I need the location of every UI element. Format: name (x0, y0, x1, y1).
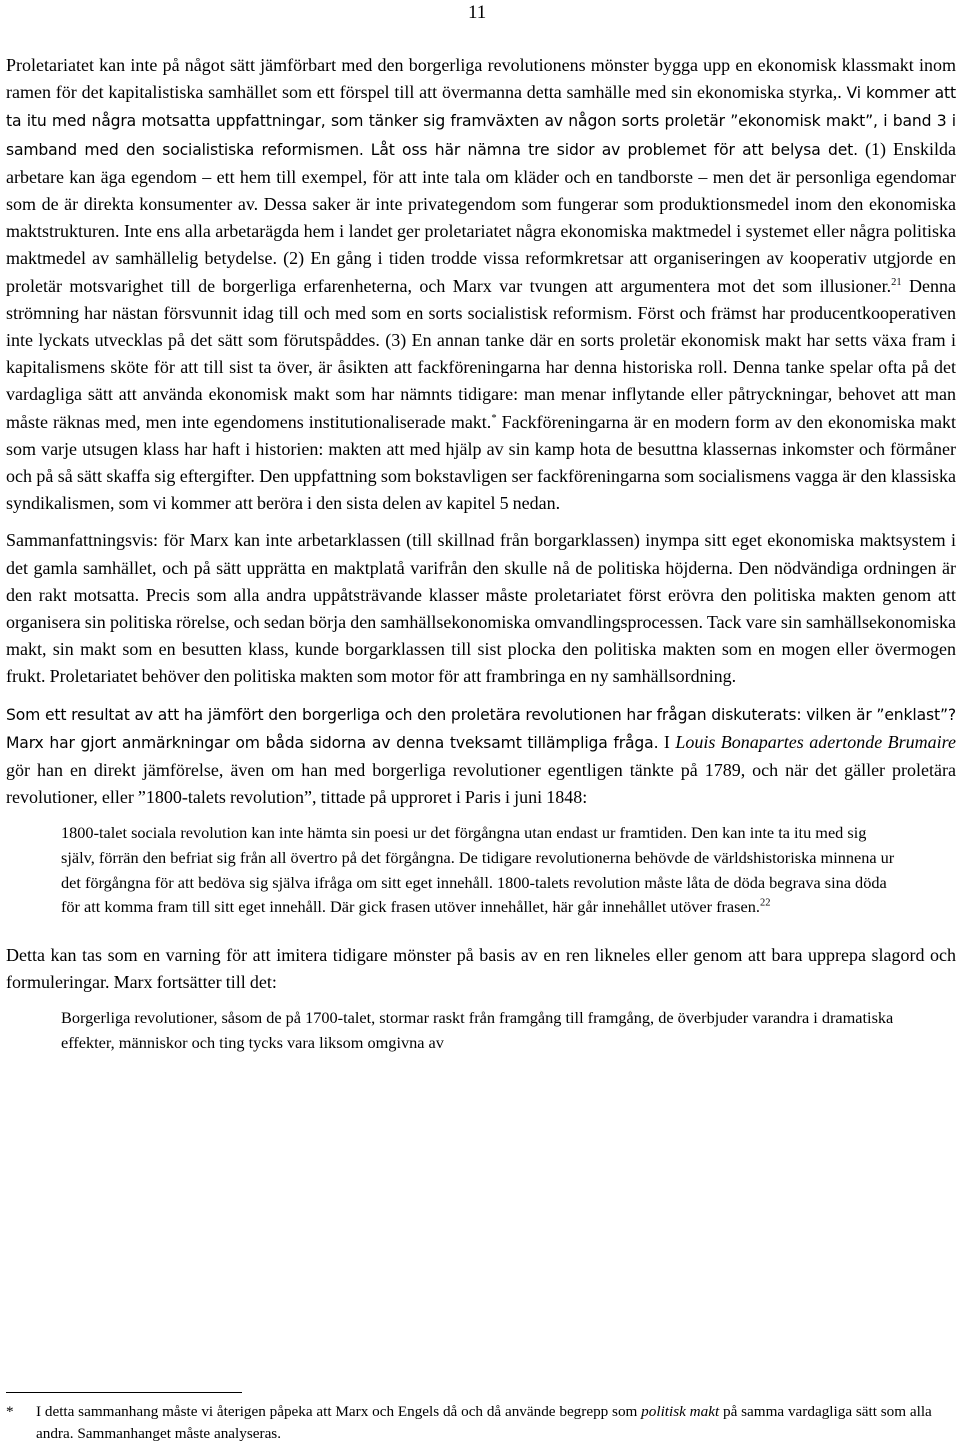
body-text (6, 52, 956, 1055)
footnote-term: politisk makt (641, 1403, 720, 1420)
footnote-mark: * (6, 1403, 14, 1420)
book-title: Louis Bonapartes adertonde Brumaire (675, 731, 957, 752)
paragraph-3 (6, 701, 956, 812)
paragraph-1 (6, 52, 956, 517)
p1-sentence-1: Proletariatet kan inte på något sätt jämförbart med den borgerliga revolutionens mönster bygga upp en ekonomisk klassmakt inom ramen för det kapitalistiska samhället som ett förspel till att övermanna detta samhälle med sin ekonomiska styrka,. (6, 55, 956, 103)
p3-part-a: Som ett resultat av att ha jämfört den borgerliga och den proletära revolutionen har frågan diskuterats: vilken är ”enklast”? Marx har gjort anmärkningar om båda sidorna av denna tveksamt tillämpliga fråga. (6, 705, 956, 752)
p1-sentence-5: Denna strömning har nästan försvunnit idag till och med som en sorts socialistisk reformism. Först och främst har producentkooperativen inte lyckats utvecklas på det sätt som förutspåddes. (3) En annan tanke där en sorts proletär ekonomisk makt har setts växa fram i kapitalismens sköte för att till sist ta över, är åsikten att fackföreningarna har denna historiska roll. Denna tanke spelar ofta på det vardagliga sätt att använda ekonomisk makt som har nämnts tidigare: man menar inflytande eller påtryckningar, behovet att man måste räknas med, men inte egendomens institutionaliserade makt. (6, 275, 956, 432)
paragraph-4: Detta kan tas som en varning för att imitera tidigare mönster på basis av en ren likneles eller genom att bara upprepa slagord och formuleringar. Marx fortsätter till det: (6, 944, 956, 993)
p1-sentence-3: Låt oss här nämna tre sidor av problemet för att belysa det. (370, 140, 858, 159)
footnote-divider (6, 1392, 242, 1393)
footnote-ref-21[interactable]: 21 (891, 276, 902, 288)
quote-1-text: 1800-talet sociala revolution kan inte hämta sin poesi ur det förgångna utan endast ur framtiden. Den kan inte ta itu med sig själv, förrän den befriat sig från all övertro på det förgångna. De tidigare revolutionerna behövde de världshistoriska minnena ur det förgångna för att bedöva sig själva ifråga om sitt eget innehåll. 1800-talets revolution måste låta de döda begrava sina döda för att komma fram till sitt eget innehåll. Där gick frasen utöver innehållet, här går innehållet utöver frasen. (61, 823, 895, 917)
footnote-text-a: I detta sammanhang måste vi återigen påpeka att Marx och Engels då och då använde begrepp som (36, 1403, 638, 1420)
page-number: 11 (468, 2, 487, 23)
p1-sentence-4: (1) Enskilda arbetare kan äga egendom – ett hem till exempel, för att inte tala om kläder och en tandborste – men det är personliga egendomar som de är direkta konsumenter av. Dessa saker är inte privategendom som fungerar som produktionsmedel inom den ekonomiska maktstrukturen. Inte ens alla arbetarägda hem i landet ger proletariatet några ekonomiska maktmedel i systemet eller några politiska maktmedel av samhällelig betydelse. (2) En gång i tiden trodde vissa reformkretsar att organiseringen av kooperativ utgjorde en proletär motsvarighet till de borgerliga erfarenheterna, och Marx var tvungen att argumentera mot det som illusioner. (6, 138, 956, 296)
footnote-ref-star[interactable]: * (491, 412, 497, 424)
p3-part-c: gör han en direkt jämförelse, även om han med borgerliga revolutioner egentligen tänkte på 1789, och när det gäller proletära revolutioner, eller ”1800-talets revolution”, tittade på upproret i Paris i juni 1848: (6, 760, 956, 808)
footnote-text-b: på samma vardagliga sätt som alla andra. Sammanhanget måste analyseras. (36, 1403, 932, 1442)
block-quote-1 (61, 821, 904, 919)
p1-sentence-2: Vi kommer att ta itu med några motsatta uppfattningar, som tänker sig framväxten av någon sorts proletär ”ekonomisk makt”, i band 3 i samband med den socialistiska reformismen. (6, 84, 956, 159)
paragraph-2: Sammanfattningsvis: för Marx kan inte arbetarklassen (till skillnad från borgarklassen) inympa sitt eget ekonomiska maktsystem i det gamla samhället, och på sätt upprätta en maktplatå varifrån den skulle nå de politiska höjderna. Den nödvändiga ordningen är den rakt motsatta. Precis som alla andra uppåtsträvande klasser måste proletariatet först erövra den politiska makten genom att organisera sin politiska rörelse, och sedan börja den samhällsekonomiska omvandlingsprocessen. Tack vare sin samhällsekonomiska makt, sin makt som en besutten klass, kunde borgarklassen till sist plocka den politiska makten som en mogen eller övermogen frukt. Proletariatet behöver den politiska makten som motor för att frambringa en ny samhällsordning. (6, 530, 956, 687)
block-quote-2: Borgerliga revolutioner, såsom de på 1700-talet, stormar raskt från framgång till framgång, de överbjuder varandra i dramatiska effekter, människor och ting tycks vara liksom omgivna av (61, 1008, 894, 1052)
p1-sentence-6: Fackföreningarna är en modern form av den ekonomiska makt som varje utsugen klass har haft i historien: makten att med hjälp av sin kamp hota de besuttna klassernas inkomster och förmåner och på så sätt skaffa sig eftergifter. Den uppfattning som bokstavligen ser fackföreningarna som socialismens vagga är den klassiska syndikalismen, som vi kommer att beröra i den sista delen av kapitel 5 nedan. (6, 411, 956, 514)
footnote (6, 1401, 956, 1445)
footnote-text (36, 1401, 956, 1445)
footnote-ref-22[interactable]: 22 (759, 897, 771, 909)
p3-part-b: I (663, 731, 670, 752)
